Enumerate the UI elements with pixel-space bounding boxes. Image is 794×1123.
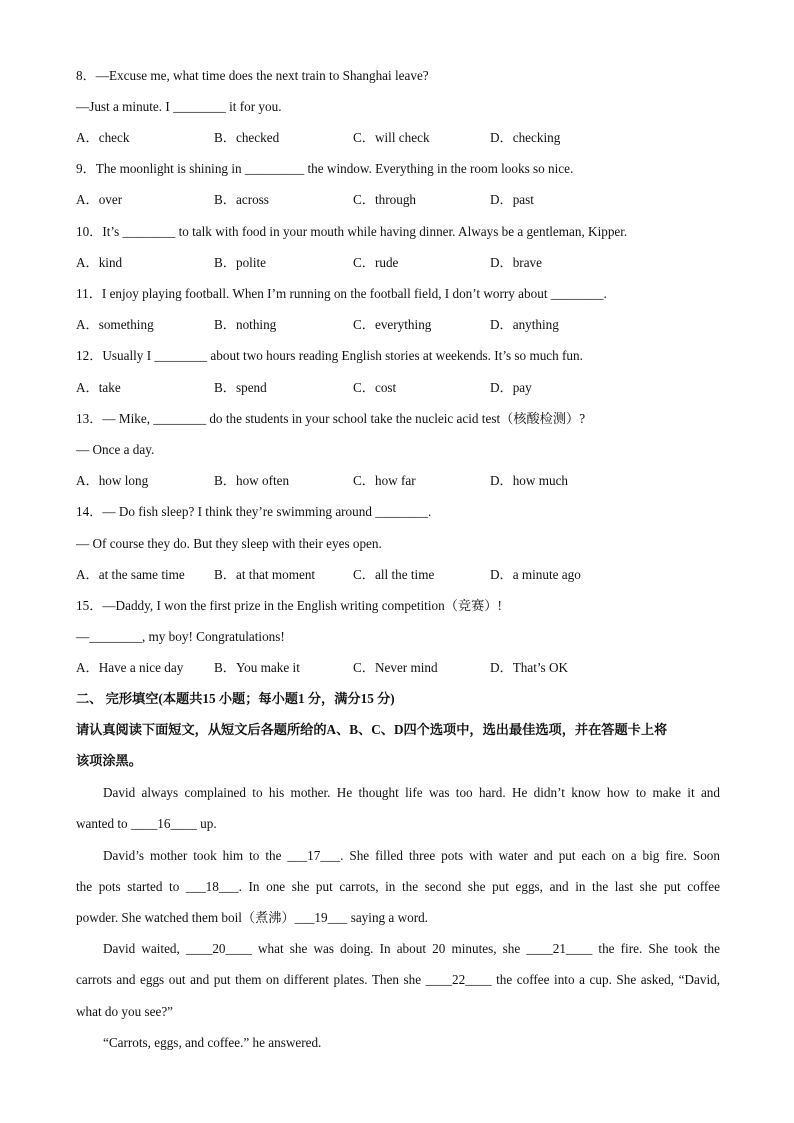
question-10-stem: 10．It’s ________ to talk with food in your mouth while having dinner. Always be a gentleman, Kipper. [76, 224, 628, 239]
section-instruction-line-1: 请认真阅读下面短文，从短文后各题所给的A、B、C、D四个选项中，选出最佳选项，并在答题卡上将 [76, 722, 668, 737]
option-b: B．checked [214, 130, 280, 145]
passage-line: carrots and eggs out and put them on different plates. Then she ____22____ the coffee into a cup. She asked, “David, [76, 972, 720, 987]
option-b: B．nothing [214, 317, 277, 332]
question-15-stem: 15．—Daddy, I won the first prize in the English writing competition（竞赛）! [76, 598, 502, 613]
question-15-options [76, 659, 716, 677]
passage-line: David’s mother took him to the ___17___. She filled three pots with water and put each on a big fire. Soon [103, 848, 720, 863]
option-d: D．checking [490, 130, 561, 145]
option-d: D．past [490, 192, 534, 207]
option-b: B．spend [214, 380, 267, 395]
passage-line: David always complained to his mother. He thought life was too hard. He didn’t know how to make it and [103, 785, 720, 800]
question-12-stem: 12．Usually I ________ about two hours reading English stories at weekends. It’s so much fun. [76, 348, 583, 363]
option-a: A．check [76, 130, 130, 145]
question-11-stem: 11．I enjoy playing football. When I’m running on the football field, I don’t worry about ________. [76, 286, 607, 301]
option-a: A．Have a nice day [76, 660, 184, 675]
question-14-stem-response: — Of course they do. But they sleep with their eyes open. [76, 536, 382, 551]
option-a: A．at the same time [76, 567, 185, 582]
passage-line: David waited, ____20____ what she was doing. In about 20 minutes, she ____21____ the fire. She took the [103, 941, 720, 956]
option-d: D．a minute ago [490, 567, 581, 582]
option-b: B．at that moment [214, 567, 316, 582]
option-c: C．rude [353, 255, 399, 270]
option-d: D．pay [490, 380, 532, 395]
section-heading: 二、 完形填空(本题共15 小题；每小题1 分，满分15 分) [76, 691, 395, 706]
option-d: D．brave [490, 255, 542, 270]
option-a: A．how long [76, 473, 149, 488]
option-a: A．kind [76, 255, 123, 270]
option-c: C．through [353, 192, 417, 207]
question-14-stem: 14．— Do fish sleep? I think they’re swimming around ________. [76, 504, 432, 519]
option-c: C．cost [353, 380, 397, 395]
option-c: C．how far [353, 473, 416, 488]
question-10-options [76, 254, 716, 272]
option-b: B．You make it [214, 660, 300, 675]
question-11-options [76, 316, 716, 334]
question-8-options [76, 129, 716, 147]
passage-line: wanted to ____16____ up. [76, 816, 217, 831]
option-b: B．across [214, 192, 269, 207]
option-c: C．Never mind [353, 660, 438, 675]
question-14-options [76, 566, 716, 584]
option-c: C．will check [353, 130, 430, 145]
section-instruction-line-2: 该项涂黑。 [76, 753, 142, 768]
question-8-stem-response: —Just a minute. I ________ it for you. [76, 99, 282, 114]
option-c: C．all the time [353, 567, 435, 582]
passage-line: the pots started to ___18___. In one she put carrots, in the second she put eggs, and in the last she put coffee [76, 879, 720, 894]
passage-line: “Carrots, eggs, and coffee.” he answered. [103, 1035, 322, 1050]
option-d: D．anything [490, 317, 559, 332]
question-15-stem-response: —________, my boy! Congratulations! [76, 629, 285, 644]
option-a: A．something [76, 317, 154, 332]
question-13-stem: 13．— Mike, ________ do the students in your school take the nucleic acid test（核酸检测）? [76, 411, 586, 426]
option-a: A．over [76, 192, 123, 207]
option-b: B．how often [214, 473, 290, 488]
option-c: C．everything [353, 317, 432, 332]
option-a: A．take [76, 380, 121, 395]
passage-line: what do you see?” [76, 1004, 174, 1019]
option-d: D．That’s OK [490, 660, 569, 675]
question-9-stem: 9．The moonlight is shining in _________ the window. Everything in the room looks so nice. [76, 161, 574, 176]
question-9-options [76, 191, 716, 209]
question-13-options [76, 472, 716, 490]
passage-line: powder. She watched them boil（煮沸）___19___ saying a word. [76, 910, 428, 925]
option-d: D．how much [490, 473, 569, 488]
question-8-stem: 8．—Excuse me, what time does the next train to Shanghai leave? [76, 68, 429, 83]
question-13-stem-response: — Once a day. [76, 442, 155, 457]
option-b: B．polite [214, 255, 267, 270]
question-12-options [76, 379, 716, 397]
